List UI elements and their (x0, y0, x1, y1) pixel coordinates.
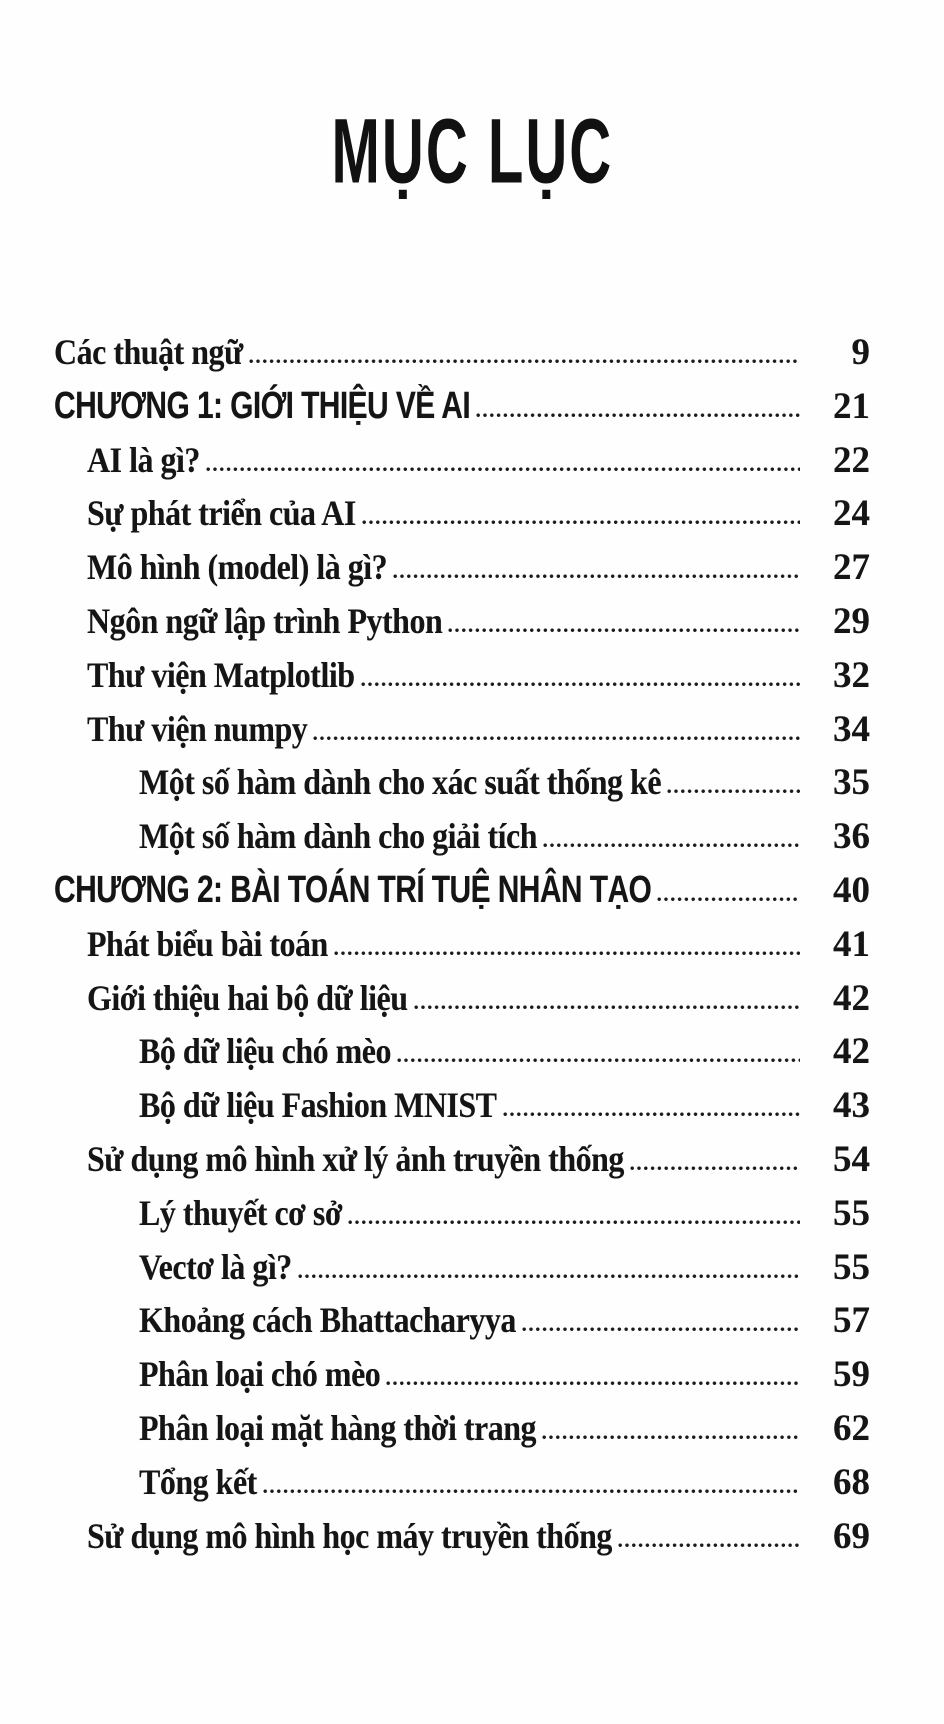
toc-entry-page: 69 (833, 1515, 870, 1557)
toc-entry (0, 439, 870, 493)
dot-leader (263, 1488, 800, 1494)
dot-leader (361, 681, 800, 687)
toc-entry-page: 41 (833, 923, 870, 965)
dot-leader (298, 1273, 800, 1279)
dot-leader (348, 1219, 800, 1225)
toc-entry-page: 9 (851, 332, 870, 373)
toc-entry (0, 815, 870, 869)
toc-entry (0, 1353, 870, 1407)
toc-entry-page: 55 (833, 1192, 870, 1234)
toc-entry-title: CHƯƠNG 2: BÀI TOÁN TRÍ TUỆ NHÂN TẠO (54, 868, 652, 911)
toc-entry-title: Bộ dữ liệu chó mèo (139, 1030, 391, 1072)
toc-entry-title: Khoảng cách Bhattacharyya (139, 1299, 516, 1341)
toc-entry (0, 761, 870, 815)
toc-entry-title: Ngôn ngữ lập trình Python (87, 600, 443, 641)
toc-entry-page: 43 (833, 1085, 870, 1127)
toc-entry-page: 42 (833, 977, 870, 1019)
toc-entry-page: 57 (833, 1300, 870, 1342)
toc-entry-title: Phân loại mặt hàng thời trang (139, 1407, 537, 1448)
dot-leader (667, 788, 800, 794)
dot-leader (393, 573, 800, 579)
toc-entry-title: AI là gì? (87, 439, 200, 480)
toc-list (0, 331, 944, 1568)
toc-entry-page: 40 (833, 869, 870, 911)
toc-entry (0, 385, 870, 439)
toc-entry-title: Thư viện Matplotlib (87, 654, 355, 695)
toc-entry (0, 1246, 870, 1300)
toc-entry-page: 24 (833, 493, 870, 535)
toc-entry (0, 1515, 870, 1569)
toc-entry-page: 32 (833, 654, 870, 696)
dot-leader (249, 358, 800, 364)
dot-leader (630, 1165, 800, 1171)
dot-leader (476, 412, 800, 418)
toc-entry-title: Vectơ là gì? (139, 1246, 292, 1287)
toc-entry-page: 22 (833, 439, 870, 481)
toc-entry-page: 29 (833, 600, 870, 642)
toc-entry-title: Sử dụng mô hình xử lý ảnh truyền thống (87, 1138, 624, 1179)
toc-entry-title: Bộ dữ liệu Fashion MNIST (139, 1084, 497, 1126)
toc-entry (0, 1138, 870, 1192)
toc-entry-page: 21 (833, 385, 870, 427)
toc-entry (0, 1192, 870, 1246)
toc-entry (0, 869, 870, 923)
toc-entry-page: 27 (833, 547, 870, 589)
toc-entry (0, 708, 870, 762)
toc-entry-page: 54 (833, 1138, 870, 1180)
toc-entry-title: Giới thiệu hai bộ dữ liệu (87, 977, 408, 1018)
dot-leader (334, 950, 800, 956)
dot-leader (414, 1004, 801, 1010)
toc-entry (0, 546, 870, 600)
toc-entry-page: 34 (833, 708, 870, 750)
toc-entry-page: 36 (833, 816, 870, 858)
dot-leader (618, 1542, 800, 1548)
dot-leader (448, 627, 800, 633)
toc-entry (0, 1030, 870, 1084)
toc-entry (0, 923, 870, 977)
dot-leader (657, 896, 800, 902)
dot-leader (542, 1434, 800, 1440)
dot-leader (543, 842, 800, 848)
toc-entry (0, 1461, 870, 1515)
toc-entry-title: Một số hàm dành cho giải tích (139, 815, 537, 857)
toc-entry (0, 331, 870, 385)
toc-entry-title: CHƯƠNG 1: GIỚI THIỆU VỀ AI (54, 384, 471, 427)
toc-entry-page: 55 (833, 1246, 870, 1288)
toc-entry-page: 62 (833, 1407, 870, 1449)
toc-entry-page: 35 (833, 762, 870, 804)
toc-entry (0, 600, 870, 654)
toc-entry (0, 977, 870, 1031)
toc-entry-title: Phân loại chó mèo (139, 1353, 381, 1394)
toc-entry-page: 68 (833, 1461, 870, 1503)
dot-leader (206, 466, 800, 472)
toc-entry-title: Mô hình (model) là gì? (87, 546, 388, 588)
dot-leader (522, 1326, 800, 1332)
toc-entry (0, 1407, 870, 1461)
toc-entry (0, 654, 870, 708)
dot-leader (362, 519, 800, 525)
dot-leader (503, 1111, 800, 1117)
toc-entry-title: Một số hàm dành cho xác suất thống kê (139, 761, 662, 803)
toc-entry-title: Tổng kết (139, 1461, 257, 1502)
toc-entry-title: Sử dụng mô hình học máy truyền thống (87, 1515, 612, 1556)
page-title-text: MỤC LỤC (331, 99, 613, 203)
toc-entry-title: Các thuật ngữ (54, 331, 243, 372)
page-title (0, 99, 944, 203)
dot-leader (313, 735, 800, 741)
toc-entry-title: Sự phát triển của AI (87, 492, 356, 534)
dot-leader (386, 1380, 800, 1386)
dot-leader (397, 1057, 800, 1063)
toc-entry-title: Phát biểu bài toán (87, 923, 328, 964)
toc-entry-page: 59 (833, 1354, 870, 1396)
toc-entry-title: Thư viện numpy (87, 708, 308, 749)
toc-entry-page: 42 (833, 1031, 870, 1073)
toc-entry (0, 492, 870, 546)
toc-entry-title: Lý thuyết cơ sở (139, 1192, 343, 1233)
toc-entry (0, 1084, 870, 1138)
toc-entry (0, 1299, 870, 1353)
